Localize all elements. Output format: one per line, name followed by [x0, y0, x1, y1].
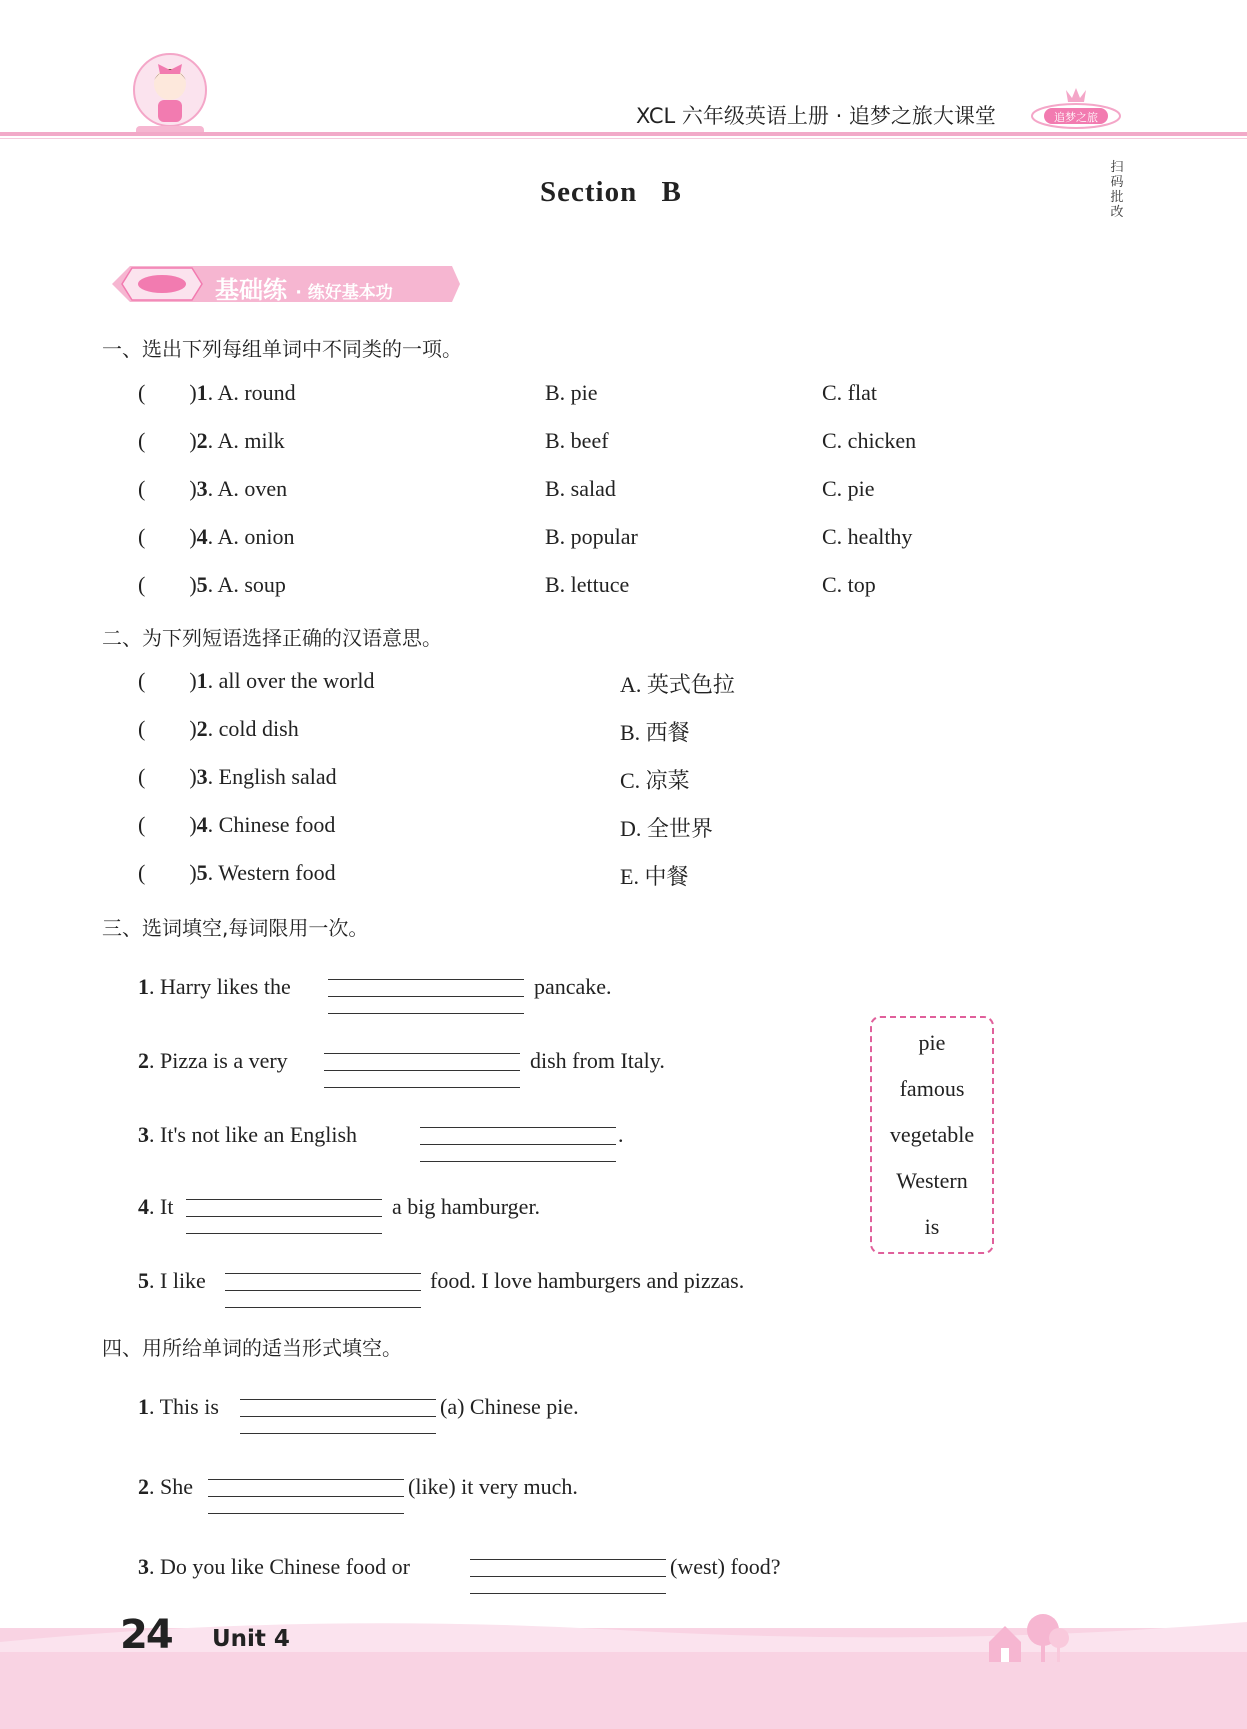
- p1-option-b: B. pie: [545, 380, 598, 405]
- answer-blank[interactable]: [328, 996, 524, 997]
- option-a: A. round: [217, 380, 296, 405]
- item-number: 3: [196, 764, 208, 789]
- option-a: A. oven: [217, 476, 288, 501]
- answer-paren[interactable]: ( ): [138, 524, 197, 549]
- answer-paren[interactable]: ( ): [138, 860, 197, 885]
- p1-row-1: ( )1. A. round: [138, 380, 296, 405]
- p1-option-b: B. beef: [545, 428, 609, 453]
- p2-option: A. 英式色拉: [620, 672, 735, 697]
- banner-subtitle: · 练好基本功: [295, 283, 393, 303]
- p3-item-4: 4. It: [138, 1194, 174, 1219]
- p3-item-5: 5. I like: [138, 1268, 206, 1293]
- answer-paren[interactable]: ( ): [138, 428, 197, 453]
- p3-item-3: 3. It's not like an English: [138, 1122, 358, 1147]
- phrase: cold dish: [218, 716, 299, 741]
- p1-option-c: C. healthy: [822, 524, 913, 549]
- answer-paren[interactable]: ( ): [138, 572, 197, 597]
- answer-blank[interactable]: [240, 1416, 436, 1417]
- item-number: 4: [196, 524, 208, 549]
- answer-blank[interactable]: [186, 1216, 382, 1217]
- sentence-before: Harry likes the: [160, 974, 291, 999]
- answer-paren[interactable]: ( ): [138, 716, 197, 741]
- sentence-after: dish from Italy.: [530, 1048, 665, 1073]
- sentence-after: .: [618, 1122, 624, 1147]
- p1-option-b: B. salad: [545, 476, 616, 501]
- item-number: 1: [138, 1394, 149, 1419]
- item-number: 1: [196, 668, 208, 693]
- p2-row-4: ( )4. Chinese food: [138, 812, 336, 837]
- phrase: English salad: [218, 764, 337, 789]
- p2-row-3: ( )3. English salad: [138, 764, 337, 789]
- section-title: Section B: [540, 176, 682, 208]
- sentence-before: Do you like Chinese food or: [160, 1554, 410, 1579]
- sentence-after: food. I love hamburgers and pizzas.: [430, 1268, 745, 1293]
- sentence-after: a big hamburger.: [392, 1194, 541, 1219]
- sentence-before: Pizza is a very: [160, 1048, 288, 1073]
- sentence-before: It's not like an English: [160, 1122, 358, 1147]
- word-box-item: pie: [918, 1030, 946, 1055]
- item-number: 2: [138, 1048, 149, 1073]
- option-a: A. onion: [217, 524, 295, 549]
- answer-blank[interactable]: [208, 1496, 404, 1497]
- p1-option-b: B. lettuce: [545, 572, 630, 597]
- phrase: Chinese food: [218, 812, 336, 837]
- option-a: A. milk: [217, 428, 285, 453]
- p3-item-2: 2. Pizza is a very: [138, 1048, 288, 1073]
- sentence-after: (west) food?: [670, 1554, 781, 1579]
- sentence-before: This is: [159, 1394, 219, 1419]
- word-box: [870, 1016, 994, 1254]
- item-number: 5: [138, 1268, 149, 1293]
- header-rule-thin: [0, 138, 1247, 139]
- p1-row-5: ( )5. A. soup: [138, 572, 286, 597]
- answer-paren[interactable]: ( ): [138, 476, 197, 501]
- sentence-after: pancake.: [534, 974, 612, 999]
- word-box-item: famous: [899, 1076, 965, 1101]
- item-number: 1: [138, 974, 149, 999]
- p1-row-3: ( )3. A. oven: [138, 476, 288, 501]
- part4-heading: 四、用所给单词的适当形式填空。: [102, 1336, 402, 1360]
- sentence-before: She: [160, 1474, 193, 1499]
- part2-heading: 二、为下列短语选择正确的汉语意思。: [102, 626, 442, 650]
- item-number: 2: [196, 716, 208, 741]
- word-box-item: vegetable: [889, 1122, 975, 1147]
- p2-row-1: ( )1. all over the world: [138, 668, 375, 693]
- p4-item-2: 2. She: [138, 1474, 193, 1499]
- phrase: all over the world: [218, 668, 375, 693]
- book-title: XCL 六年级英语上册 · 追梦之旅大课堂: [636, 104, 996, 128]
- p2-row-2: ( )2. cold dish: [138, 716, 299, 741]
- sentence-after: (a) Chinese pie.: [440, 1394, 579, 1419]
- banner-title: [215, 270, 393, 305]
- option-a: A. soup: [217, 572, 286, 597]
- unit-label: Unit 4: [212, 1626, 290, 1652]
- part3-heading: 三、选词填空,每词限用一次。: [102, 916, 369, 940]
- mascot-logo: [128, 50, 212, 140]
- answer-paren[interactable]: ( ): [138, 812, 197, 837]
- scan-to-grade-note: 扫码批改: [1110, 160, 1124, 220]
- banner-main: 基础练: [215, 276, 287, 304]
- item-number: 4: [196, 812, 208, 837]
- item-number: 3: [196, 476, 208, 501]
- phrase: Western food: [218, 860, 336, 885]
- p4-item-3: 3. Do you like Chinese food or: [138, 1554, 410, 1579]
- word-box-item: is: [924, 1214, 940, 1239]
- series-logo-text: 追梦之旅: [1054, 111, 1098, 124]
- answer-paren[interactable]: ( ): [138, 668, 197, 693]
- sentence-after: (like) it very much.: [408, 1474, 578, 1499]
- answer-blank[interactable]: [324, 1070, 520, 1071]
- series-logo: [1030, 84, 1122, 134]
- p4-item-1: 1. This is: [138, 1394, 219, 1419]
- item-number: 5: [196, 572, 208, 597]
- answer-blank[interactable]: [225, 1290, 421, 1291]
- item-number: 1: [196, 380, 208, 405]
- sentence-before: It: [160, 1194, 174, 1219]
- p1-option-b: B. popular: [545, 524, 638, 549]
- answer-paren[interactable]: ( ): [138, 764, 197, 789]
- item-number: 5: [196, 860, 208, 885]
- p2-option: C. 凉菜: [620, 768, 690, 793]
- house-tree-icon: [985, 1612, 1075, 1664]
- word-box-item: Western: [896, 1168, 968, 1193]
- item-number: 4: [138, 1194, 149, 1219]
- p3-item-1: 1. Harry likes the: [138, 974, 291, 999]
- answer-paren[interactable]: ( ): [138, 380, 197, 405]
- part1-heading: 一、选出下列每组单词中不同类的一项。: [102, 337, 462, 361]
- p1-option-c: C. top: [822, 572, 876, 597]
- page-number: 24: [120, 1612, 172, 1658]
- p1-row-4: ( )4. A. onion: [138, 524, 295, 549]
- p2-option: E. 中餐: [620, 864, 689, 889]
- p2-option: B. 西餐: [620, 720, 690, 745]
- item-number: 2: [138, 1474, 149, 1499]
- p1-row-2: ( )2. A. milk: [138, 428, 285, 453]
- p1-option-c: C. chicken: [822, 428, 917, 453]
- p1-option-c: C. pie: [822, 476, 875, 501]
- item-number: 3: [138, 1554, 149, 1579]
- sentence-before: I like: [160, 1268, 206, 1293]
- answer-blank[interactable]: [470, 1576, 666, 1577]
- answer-blank[interactable]: [420, 1144, 616, 1145]
- p1-option-c: C. flat: [822, 380, 877, 405]
- item-number: 2: [196, 428, 208, 453]
- p2-option: D. 全世界: [620, 816, 713, 841]
- item-number: 3: [138, 1122, 149, 1147]
- p2-row-5: ( )5. Western food: [138, 860, 336, 885]
